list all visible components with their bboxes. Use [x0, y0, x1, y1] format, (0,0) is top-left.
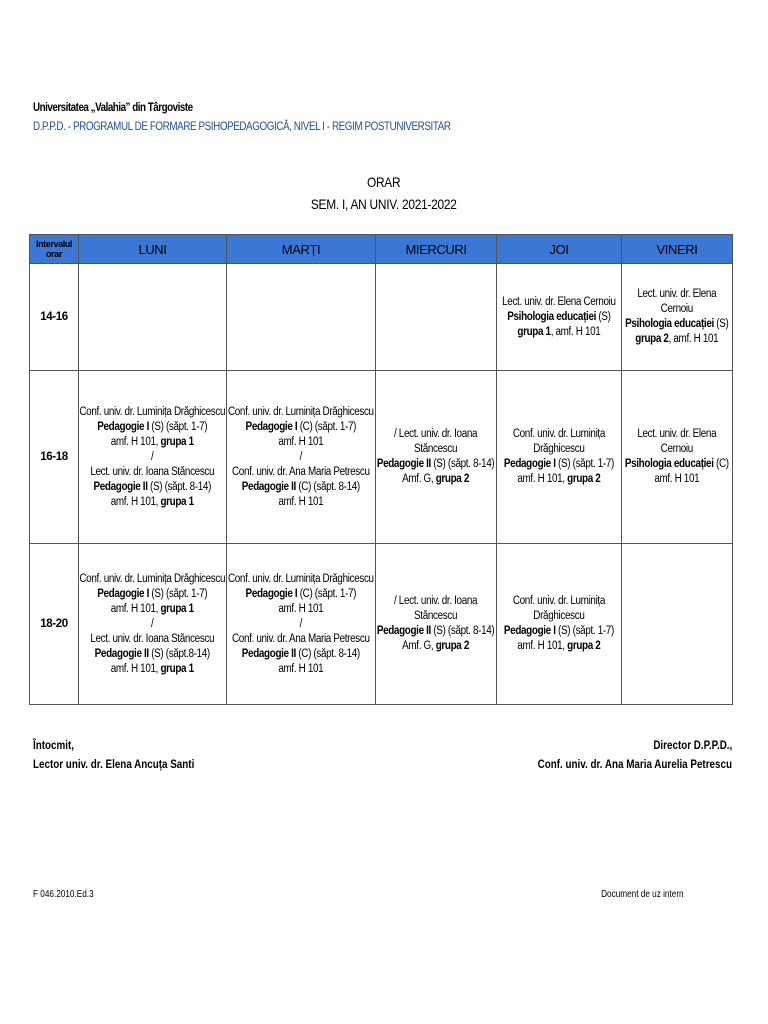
- cell-text: amf. H 101,: [110, 662, 161, 675]
- cell-line: [497, 594, 621, 624]
- schedule-cell: [622, 544, 733, 705]
- group-name: grupa 2: [436, 473, 470, 485]
- course-name: Pedagogie II: [241, 480, 297, 493]
- cell-line: [497, 639, 621, 654]
- schedule-cell: [622, 264, 733, 371]
- cell-text: (S) (săpt. 1-7): [555, 458, 615, 470]
- course-name: Psihologia educației: [625, 458, 714, 470]
- cell-text: (C) (săpt. 8-14): [296, 480, 361, 493]
- course-name: Pedagogie I: [504, 625, 556, 637]
- cell-text: (S) (săpt. 8-14): [431, 458, 495, 470]
- course-name: grupa 2: [635, 333, 669, 345]
- cell-line: [227, 587, 375, 602]
- cell-text: Conf. univ. dr. Luminița Drăghicescu: [228, 572, 374, 585]
- cell-text: , amf. H 101: [668, 333, 719, 345]
- course-name: grupa 1: [517, 325, 551, 338]
- cell-line: [79, 617, 226, 632]
- course-name: Pedagogie II: [94, 647, 150, 660]
- course-name: Pedagogie I: [245, 587, 298, 600]
- cell-line: [227, 405, 375, 420]
- course-name: Pedagogie I: [97, 587, 150, 600]
- cell-line: [497, 457, 621, 472]
- day-header: VINERI: [622, 235, 733, 264]
- group-name: grupa 1: [160, 602, 195, 615]
- schedule-cell: [79, 544, 227, 705]
- course-name: Pedagogie I: [504, 458, 556, 470]
- cell-text: Lect. univ. dr. Elena Cernoiu: [637, 288, 717, 315]
- cell-line: [79, 587, 226, 602]
- cell-line: [79, 465, 226, 480]
- cell-line: [622, 317, 732, 332]
- cell-text: amf. H 101,: [517, 640, 568, 652]
- cell-line: [227, 495, 375, 510]
- cell-text: (C) (săpt. 1-7): [297, 420, 357, 433]
- cell-line: [79, 495, 226, 510]
- cell-line: [79, 435, 226, 450]
- cell-text: (S) (săpt. 1-7): [149, 587, 208, 600]
- cell-text: /: [151, 450, 154, 463]
- cell-line: [497, 624, 621, 639]
- cell-line: [79, 405, 226, 420]
- cell-line: [622, 457, 732, 472]
- cell-text: (S) (săpt.8-14): [149, 647, 211, 660]
- cell-content: [227, 405, 375, 510]
- cell-text: amf. H 101: [278, 662, 324, 675]
- cell-content: [497, 594, 621, 654]
- schedule-row: [30, 371, 733, 544]
- cell-line: [376, 639, 496, 654]
- group-name: grupa 2: [567, 473, 601, 485]
- cell-text: amf. H 101: [278, 435, 324, 448]
- cell-text: (S): [596, 310, 611, 323]
- cell-line: [227, 420, 375, 435]
- cell-content: [497, 427, 621, 487]
- cell-text: /: [151, 617, 154, 630]
- cell-text: amf. H 101: [278, 495, 324, 508]
- university-name: Universitatea „Valahia” din Târgoviste: [33, 100, 193, 114]
- header-row: [30, 235, 733, 264]
- cell-text: amf. H 101: [654, 473, 700, 485]
- schedule-cell: [227, 264, 376, 371]
- cell-text: (C) (săpt. 1-7): [297, 587, 357, 600]
- cell-content: [79, 405, 226, 510]
- cell-text: Conf. univ. dr. Luminița Drăghicescu: [512, 595, 606, 622]
- cell-content: [376, 427, 496, 487]
- cell-text: Conf. univ. dr. Ana Maria Petrescu: [232, 465, 370, 478]
- cell-line: [79, 602, 226, 617]
- course-name: Pedagogie II: [241, 647, 297, 660]
- cell-text: Conf. univ. dr. Luminița Drăghicescu: [228, 405, 374, 418]
- cell-text: /: [299, 617, 303, 630]
- cell-line: [622, 332, 732, 347]
- cell-line: [79, 450, 226, 465]
- cell-line: [79, 572, 226, 587]
- prepared-by-label: Întocmit,: [33, 738, 74, 752]
- cell-text: amf. H 101,: [110, 602, 161, 615]
- schedule-cell: [227, 371, 376, 544]
- day-header: LUNI: [79, 235, 227, 264]
- cell-text: , amf. H 101: [550, 325, 601, 338]
- cell-line: [79, 632, 226, 647]
- day-header: MIERCURI: [376, 235, 497, 264]
- cell-text: amf. H 101,: [110, 495, 161, 508]
- cell-text: (S): [714, 318, 729, 330]
- cell-line: [227, 572, 375, 587]
- day-header: JOI: [497, 235, 622, 264]
- cell-text: amf. H 101,: [110, 435, 161, 448]
- schedule-cell: [497, 264, 622, 371]
- course-name: Psihologia educației: [625, 318, 715, 330]
- time-slot: 16-18: [30, 371, 79, 544]
- program-name: D.P.P.D. - PROGRAMUL DE FORMARE PSIHOPEDAGOGICĂ, NIVEL I - REGIM POSTUNIVERSITAR: [33, 119, 451, 133]
- cell-text: (S) (săpt. 1-7): [555, 625, 615, 637]
- cell-line: [622, 287, 732, 317]
- cell-line: [227, 617, 375, 632]
- internal-note: Document de uz intern: [601, 889, 684, 900]
- cell-text: Lect. univ. dr. Ioana Stăncescu: [90, 465, 215, 478]
- cell-text: (C) (săpt. 8-14): [296, 647, 361, 660]
- cell-line: [622, 472, 732, 487]
- cell-line: [79, 420, 226, 435]
- cell-line: [79, 647, 226, 662]
- cell-content: [497, 295, 621, 340]
- cell-line: [79, 662, 226, 677]
- cell-text: amf. H 101,: [517, 473, 568, 485]
- day-header: MARȚI: [227, 235, 376, 264]
- cell-line: [227, 465, 375, 480]
- schedule-cell: [376, 264, 497, 371]
- schedule-cell: [79, 371, 227, 544]
- cell-text: / Lect. univ. dr. Ioana Stăncescu: [394, 428, 478, 455]
- group-name: grupa 2: [567, 640, 601, 652]
- time-slot: 14-16: [30, 264, 79, 371]
- cell-line: [227, 647, 375, 662]
- cell-text: Conf. univ. dr. Ana Maria Petrescu: [232, 632, 370, 645]
- schedule-row: [30, 544, 733, 705]
- schedule-table: [29, 234, 733, 705]
- time-slot: 18-20: [30, 544, 79, 705]
- cell-line: [376, 594, 496, 624]
- cell-line: [227, 602, 375, 617]
- schedule-cell: [497, 544, 622, 705]
- cell-text: Lect. univ. dr. Elena Cernoiu: [502, 295, 616, 308]
- cell-line: [79, 480, 226, 495]
- cell-line: [497, 472, 621, 487]
- schedule-cell: [79, 264, 227, 371]
- course-name: Pedagogie II: [377, 458, 432, 470]
- cell-line: [497, 325, 621, 340]
- cell-text: (S) (săpt. 8-14): [431, 625, 495, 637]
- time-column-header: Intervalul orar: [30, 235, 79, 264]
- cell-text: Amf. G,: [402, 640, 437, 652]
- group-name: grupa 1: [160, 435, 195, 448]
- cell-line: [227, 662, 375, 677]
- cell-text: Lect. univ. dr. Ioana Stăncescu: [90, 632, 215, 645]
- cell-line: [376, 427, 496, 457]
- cell-text: Lect. univ. dr. Elena Cernoiu: [637, 428, 717, 455]
- course-name: Pedagogie I: [97, 420, 150, 433]
- cell-text: Amf. G,: [402, 473, 437, 485]
- course-name: Pedagogie I: [245, 420, 298, 433]
- director-label: Director D.P.P.D.,: [653, 738, 732, 752]
- page-title: ORAR: [367, 174, 401, 190]
- cell-line: [227, 435, 375, 450]
- cell-line: [227, 480, 375, 495]
- cell-content: [376, 594, 496, 654]
- group-name: grupa 1: [160, 662, 195, 675]
- cell-text: /: [299, 450, 303, 463]
- cell-line: [376, 472, 496, 487]
- cell-text: Conf. univ. dr. Luminița Drăghicescu: [79, 572, 226, 585]
- group-name: grupa 2: [436, 640, 470, 652]
- cell-line: [497, 310, 621, 325]
- schedule-cell: [227, 544, 376, 705]
- schedule-cell: [376, 371, 497, 544]
- cell-line: [622, 427, 732, 457]
- group-name: grupa 1: [160, 495, 195, 508]
- cell-line: [376, 457, 496, 472]
- director-name: Conf. univ. dr. Ana Maria Aurelia Petrescu: [537, 757, 732, 771]
- course-name: Pedagogie II: [377, 625, 432, 637]
- cell-line: [497, 427, 621, 457]
- cell-text: Conf. univ. dr. Luminița Drăghicescu: [79, 405, 226, 418]
- cell-text: (S) (săpt. 8-14): [147, 480, 212, 493]
- cell-content: [227, 572, 375, 677]
- page-subtitle: SEM. I, AN UNIV. 2021-2022: [311, 196, 457, 212]
- cell-content: [622, 287, 732, 347]
- course-name: Psihologia educației: [507, 310, 597, 323]
- form-code: F 046.2010.Ed.3: [33, 889, 94, 900]
- cell-content: [79, 572, 226, 677]
- schedule-cell: [622, 371, 733, 544]
- cell-line: [376, 624, 496, 639]
- cell-line: [497, 295, 621, 310]
- schedule-cell: [497, 371, 622, 544]
- cell-text: amf. H 101: [278, 602, 324, 615]
- schedule-cell: [376, 544, 497, 705]
- schedule-row: [30, 264, 733, 371]
- cell-line: [227, 450, 375, 465]
- cell-text: (S) (săpt. 1-7): [149, 420, 208, 433]
- cell-text: (C): [713, 458, 729, 470]
- course-name: Pedagogie II: [93, 480, 148, 493]
- cell-text: / Lect. univ. dr. Ioana Stăncescu: [394, 595, 478, 622]
- cell-line: [227, 632, 375, 647]
- cell-content: [622, 427, 732, 487]
- cell-text: Conf. univ. dr. Luminița Drăghicescu: [512, 428, 606, 455]
- prepared-by-name: Lector univ. dr. Elena Ancuța Santi: [33, 757, 195, 771]
